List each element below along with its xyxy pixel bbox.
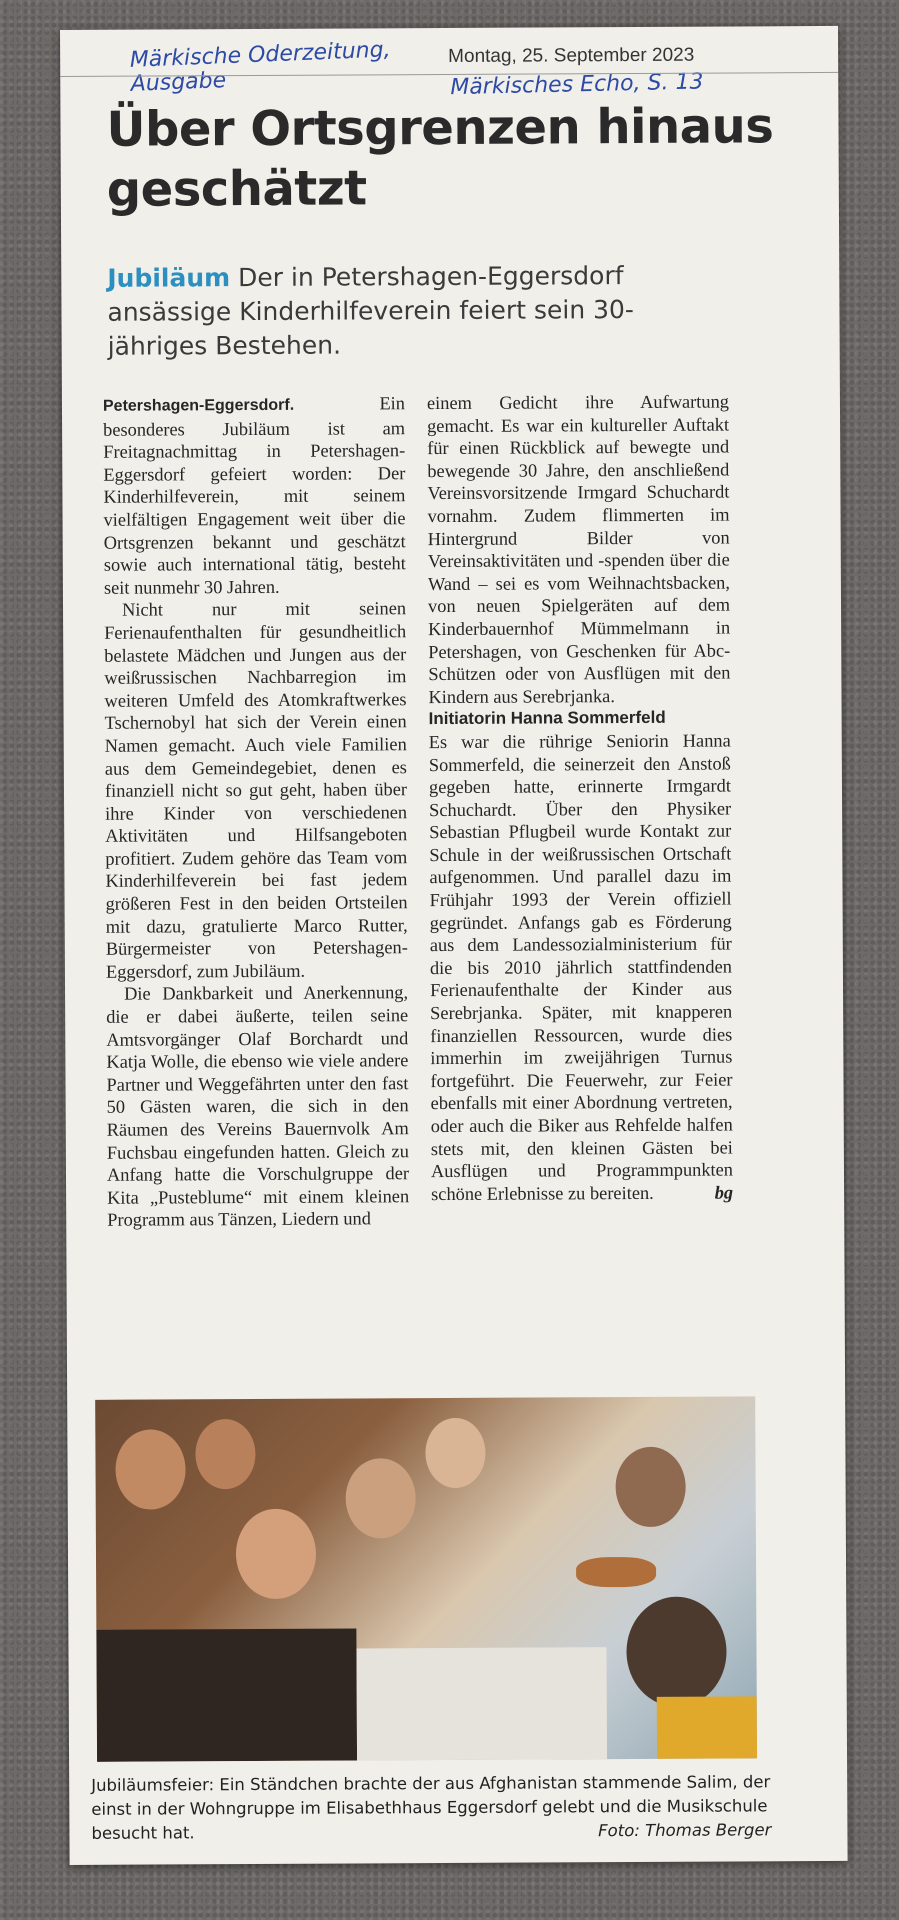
- photo-credit: Foto: Thomas Berger: [598, 1820, 772, 1841]
- handwritten-source-note: Märkische Oderzeitung, Ausgabe: [129, 37, 392, 97]
- article-column-1: [103, 392, 409, 1232]
- event-photo: [95, 1396, 757, 1761]
- caption-text: Jubiläumsfeier: Ein Ständchen brachte der aus Afghanistan stammende Salim, der einst in der Wohngruppe im Elisabethhaus Eggersdorf gelebt und die Musikschule besucht hat.: [91, 1772, 771, 1843]
- teaser-text: Der in Petershagen-Eggersdorf ansässige Kinderhilfeverein feiert sein 30-jähriges Bestehen.: [107, 261, 634, 361]
- article-column-2: [427, 391, 733, 1206]
- article-subhead: Initiatorin Hanna Sommerfeld: [428, 708, 666, 729]
- handwritten-page-note: Märkisches Echo, S. 13: [450, 69, 704, 101]
- author-initials: bg: [714, 1182, 734, 1203]
- photo-caption: [91, 1770, 771, 1846]
- publication-date: Montag, 25. September 2023: [448, 44, 695, 67]
- article-city: Petershagen-Eggersdorf.: [102, 396, 295, 415]
- article-paragraph: Die Dankbarkeit und Anerkennung, die er dabei äußerte, teilen seine Amtsvorgänger Olaf Borchardt und Katja Wolle, die ebenso wie viele andere Partner und Weggefährten unter den fast 50 Gästen waren, die sich in den Räumen des Vereins Bauernvolk Am Fuchsbau eingefunden hatten. Gleich zu Anfang hatte die Vorschulgruppe der Kita „Pusteblume“ mit einem kleinen Programm aus Tänzen, Liedern und: [106, 982, 410, 1231]
- paragraph-text: Es war die rührige Seniorin Hanna Sommerfeld, die seinerzeit den Anstoß gegeben hatte, erinnerte Irmgardt Schuchardt. Über den Physiker Sebastian Pflugbeil wurde Kontakt zur Schule in der weißrussischen Ortschaft aufgenommen. Und parallel dazu im Frühjahr 1993 der Verein offiziell gegründet. Anfangs gab es Förderung aus dem Landessozialministerium für die bis 2010 jährlich stattfindenden Ferienaufenthalte der Kinder aus Serebrjanka. Später, mit knapperen finanziellen Ressourcen, wurde dies immerhin im zweijährigen Turnus fortgeführt. Die Feuerwehr, zur Feier ebenfalls mit einer Abordnung vertreten, oder auch die Biker aus Rehfelde halfen stets mit, den kleinen Gästen bei Ausflügen und Programmpunkten schöne Erlebnisse zu bereiten.: [428, 730, 734, 1204]
- article-paragraph: Nicht nur mit seinen Ferienaufenthalten für gesundheitlich belastete Mädchen und Jungen aus der weißrussischen Nachbarregion im weiteren Umfeld des Atomkraftwerkes Tschernobyl hat sich der Verein einen Namen gemacht. Auch viele Familien aus dem Gemeindegebiet, denen es finanziell nicht so gut geht, haben über ihre Kinder von verschiedenen Aktivitäten und Hilfsangeboten profitiert. Zudem gehöre das Team vom Kinderhilfeverein bei fast jedem größeren Fest in den beiden Ortsteilen mit dazu, gratulierte Marco Rutter, Bürgermeister von Petershagen-Eggersdorf, zum Jubiläum.: [104, 598, 408, 982]
- newspaper-clipping: [60, 26, 848, 1865]
- headline: Über Ortsgrenzen hinaus geschätzt: [106, 98, 774, 218]
- teaser: [107, 259, 728, 364]
- article-paragraph: [429, 729, 733, 1205]
- teaser-kicker: Jubiläum: [107, 263, 231, 293]
- article-paragraph: einem Gedicht ihre Aufwartung gemacht. Es war ein kultureller Auftakt für einen Rückblick auf bewegte und bewegende 30 Jahre, den anschließend Vereinsvorsitzende Irmgard Schuchardt vornahm. Zudem flimmerten im Hintergrund Bilder von Vereinsaktivitäten und -spenden über die Wand – sei es vom Weihnachtsbacken, von neuen Spielgeräten auf dem Kinderbauernhof Mümmelmann in Petershagen, von Geschenken für Abc-Schützen oder von Ausflügen mit den Kindern aus Serebrjanka.: [426, 391, 731, 707]
- article-paragraph: [103, 392, 406, 599]
- paragraph-text: Ein besonderes Jubiläum ist am Freitagnachmittag in Petershagen-Eggersdorf gefeiert worden: Der Kinderhilfeverein, mit seinem vielfältigen Engagement weit über die Ortsgrenzen bekannt und geschätzt sowie auch international tätig, besteht seit nunmehr 30 Jahren.: [103, 393, 406, 598]
